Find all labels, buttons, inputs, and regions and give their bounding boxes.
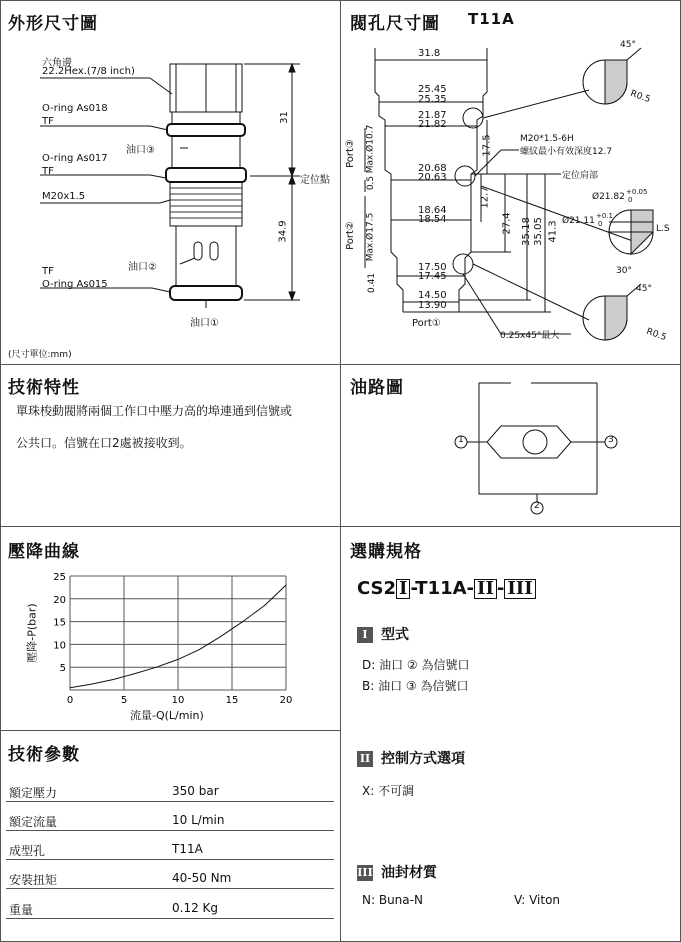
cavity-dia-21-11: Ø21.11: [562, 216, 595, 226]
cavity-dim-17-5: 17.5: [481, 134, 493, 157]
row-divider-3: [0, 730, 341, 731]
cavity-dim-20-68: 20.68: [418, 163, 447, 174]
locate-point-label: 定位點: [300, 175, 330, 186]
cavity-dim-18-54: 18.54: [418, 214, 447, 225]
option-section-2-header: [357, 748, 465, 768]
cavity-code: T11A: [468, 10, 515, 28]
parameter-label: 額定壓力: [9, 786, 58, 800]
oring-017-label: O-ring As017: [42, 153, 108, 164]
circuit-port2-label: 2: [534, 501, 540, 511]
option-d: D: 油口 ② 為信號口: [362, 658, 470, 672]
section-1-number: I: [357, 627, 373, 643]
cavity-dim-0-5: 0.5: [366, 175, 377, 191]
hex-size-label: 22.2Hex.(7/8 inch): [42, 66, 135, 77]
cavity-dim-14-50: 14.50: [418, 290, 447, 301]
cavity-r05-b: R0.5: [644, 326, 668, 344]
cavity-tol-a-upper: +0.05: [626, 188, 648, 196]
features-title: 技術特性: [8, 378, 80, 398]
cavity-dim-13-90: 13.90: [418, 300, 447, 311]
section-3-title: 油封材質: [381, 865, 437, 881]
chart-xlabel: 流量-Q(L/min): [130, 709, 204, 722]
option-x: X: 不可調: [362, 784, 415, 798]
row-underline: [6, 918, 334, 919]
section-2-title: 控制方式選項: [381, 751, 465, 767]
y-tick-label: 10: [53, 640, 66, 652]
parameter-row: [6, 897, 334, 923]
circuit-title: 油路圖: [350, 378, 404, 398]
cavity-tol-b-lower: 0: [598, 220, 603, 228]
code-box-1: I: [396, 579, 410, 599]
cavity-drawing: [341, 0, 681, 364]
pressure-drop-chart: [0, 528, 340, 728]
cavity-dia-21-82: Ø21.82: [592, 192, 625, 202]
x-tick-label: 0: [66, 695, 74, 706]
parameter-label: 成型孔: [9, 844, 46, 858]
row-underline: [6, 859, 334, 860]
cavity-dim-17-50: 17.50: [418, 262, 447, 273]
cavity-max-17-5: Max.Ø17.5: [365, 212, 376, 262]
cavity-shoulder-label: 定位肩部: [562, 171, 599, 181]
cavity-dim-12-7: 12.7: [479, 186, 491, 209]
cavity-dim-20-63: 20.63: [418, 172, 447, 183]
section-1-title: 型式: [381, 627, 409, 643]
cavity-dim-31-8: 31.8: [418, 48, 441, 59]
parameter-row: [6, 838, 334, 864]
parameter-value: 40-50 Nm: [172, 871, 232, 885]
tf-label-3: TF: [42, 266, 54, 277]
cavity-dim-35-05: 35.05: [532, 217, 544, 246]
option-section-3-header: [357, 862, 437, 882]
y-tick-label: 25: [53, 572, 66, 583]
cavity-dim-35-18: 35.18: [520, 217, 532, 246]
cavity-angle-45-b: 45°: [636, 284, 652, 294]
code-prefix: CS2: [357, 578, 397, 599]
ordering-code: [357, 578, 536, 599]
cavity-dim-25-35: 25.35: [418, 94, 447, 105]
x-tick-label: 10: [171, 695, 185, 706]
cavity-tol-b-upper: +0.1: [596, 212, 613, 220]
cavity-dim-17-45: 17.45: [418, 271, 447, 282]
thread-label: M20x1.5: [42, 191, 86, 202]
cavity-r05-a: R0.5: [628, 88, 652, 106]
parameter-value: 10 L/min: [172, 813, 225, 827]
unit-note: (尺寸單位:mm): [8, 350, 72, 360]
cavity-dim-25-45: 25.45: [418, 84, 447, 95]
parameter-label: 額定流量: [9, 815, 58, 829]
cavity-dim-0-41: 0.41: [367, 272, 378, 294]
dim-31: 31: [278, 111, 290, 124]
cavity-port1-label: Port①: [412, 318, 441, 329]
parameter-row: [6, 780, 334, 806]
row-underline: [6, 830, 334, 831]
features-line-2: 公共口。信號在口2處被接收到。: [16, 436, 192, 450]
features-line-1: 單珠梭動閥將兩個工作口中壓力高的埠連通到信號或: [16, 404, 293, 418]
code-mid: -T11A-: [410, 578, 475, 599]
parameters-title: 技術參數: [8, 745, 80, 765]
option-section-1-header: [357, 624, 409, 644]
parameter-value: 350 bar: [172, 784, 219, 798]
outline-title: 外形尺寸圖: [8, 14, 98, 34]
option-v: V: Viton: [514, 893, 561, 907]
cavity-thread-label: M20*1.5-6H: [520, 134, 574, 144]
port2-label: 油口②: [128, 262, 157, 273]
port1-label: 油口①: [190, 318, 219, 329]
circuit-diagram: [341, 364, 681, 526]
circuit-port3-label: 3: [608, 435, 614, 445]
pressure-curve-title: 壓降曲線: [8, 542, 80, 562]
cavity-angle-45-a: 45°: [620, 40, 636, 50]
cavity-dim-21-82: 21.82: [418, 119, 447, 130]
x-tick-label: 15: [225, 695, 239, 706]
hex-label: 六角邊: [42, 58, 72, 69]
cavity-dim-41-3: 41.3: [547, 220, 559, 243]
parameter-value: 0.12 Kg: [172, 901, 219, 915]
option-n: N: Buna-N: [362, 893, 423, 907]
chart-ylabel: 壓降-P(bar): [25, 603, 39, 663]
cavity-dim-27-4: 27.4: [501, 212, 513, 235]
cavity-ls-label: L.S: [656, 224, 670, 234]
cavity-port2-label: Port②: [344, 221, 356, 250]
cavity-thread-note: 螺紋最小有效深度12.7: [520, 147, 613, 157]
tf-label-2: TF: [42, 166, 54, 177]
parameter-value: T11A: [172, 842, 203, 856]
port3-label: 油口③: [126, 145, 155, 156]
code-box-3: III: [504, 579, 535, 599]
cavity-angle-30: 30°: [616, 266, 632, 276]
y-tick-label: 5: [59, 663, 66, 675]
parameter-row: [6, 809, 334, 835]
x-tick-label: 20: [279, 695, 293, 706]
y-tick-label: 15: [53, 617, 66, 629]
row-underline: [6, 888, 334, 889]
code-box-2: II: [474, 579, 497, 599]
row-underline: [6, 801, 334, 802]
code-dash: -: [496, 578, 505, 599]
tf-label-1: TF: [42, 116, 54, 127]
ordering-title: 選購規格: [350, 542, 422, 562]
option-b: B: 油口 ③ 為信號口: [362, 679, 469, 693]
parameter-label: 安裝扭矩: [9, 873, 58, 887]
y-tick-label: 20: [53, 594, 66, 606]
cavity-tol-a-lower: 0: [628, 196, 633, 204]
cavity-max-10-7: Max.Ø10.7: [365, 124, 376, 174]
cavity-chamfer-label: 0.25x45°最大: [500, 331, 560, 341]
cavity-port3-label: Port③: [344, 139, 356, 168]
oring-015-label: O-ring As015: [42, 279, 108, 290]
cavity-dim-21-87: 21.87: [418, 110, 447, 121]
oring-018-label: O-ring As018: [42, 103, 108, 114]
section-2-number: II: [357, 751, 373, 767]
row-divider-2: [0, 526, 681, 527]
section-3-number: III: [357, 866, 373, 879]
dim-34-9: 34.9: [277, 220, 289, 243]
parameter-row: [6, 867, 334, 893]
cavity-title: 閥孔尺寸圖: [350, 14, 440, 34]
parameter-label: 重量: [9, 903, 34, 917]
cavity-dim-18-64: 18.64: [418, 205, 447, 216]
x-tick-label: 5: [120, 695, 128, 706]
circuit-port1-label: 1: [458, 435, 464, 445]
